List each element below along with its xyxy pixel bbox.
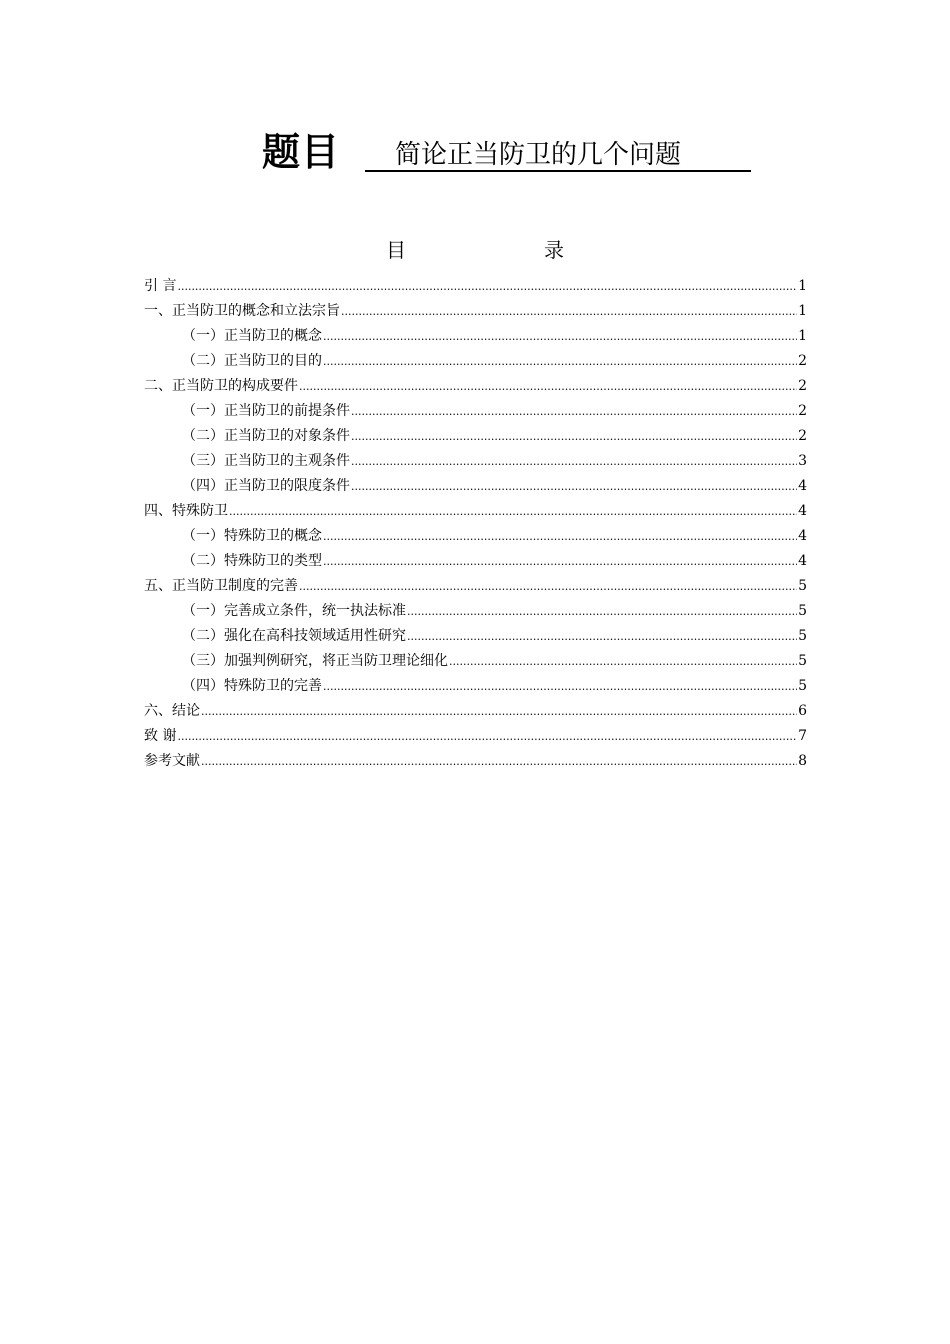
- toc-dot-leader: [341, 299, 797, 324]
- toc-entry-page-number: 1: [798, 303, 807, 319]
- toc-dot-leader: [323, 349, 797, 374]
- toc-dot-leader: [351, 474, 797, 499]
- toc-entry-page-number: 5: [798, 628, 807, 644]
- toc-entry[interactable]: [144, 674, 807, 699]
- toc-dot-leader: [323, 524, 797, 549]
- title-label: 题目: [262, 129, 341, 174]
- toc-entry-page-number: 2: [798, 428, 807, 444]
- toc-entry[interactable]: [144, 624, 807, 649]
- toc-entry-page-number: 5: [798, 653, 807, 669]
- toc-dot-leader: [449, 649, 797, 674]
- toc-dot-leader: [351, 399, 797, 424]
- toc-entry-label: 六、结论: [144, 703, 200, 719]
- toc-entry-page-number: 8: [798, 753, 807, 769]
- toc-entry-label: 引 言: [144, 278, 177, 294]
- toc-entry-label: （三）正当防卫的主观条件: [182, 453, 350, 469]
- toc-dot-leader: [229, 499, 797, 524]
- toc-dot-leader: [299, 374, 797, 399]
- toc-entry-label: 一、正当防卫的概念和立法宗旨: [144, 303, 340, 319]
- toc-entry-page-number: 3: [798, 453, 807, 469]
- toc-entry[interactable]: [144, 524, 807, 549]
- toc-heading-char-1: 目: [386, 238, 406, 262]
- toc-entry[interactable]: [144, 424, 807, 449]
- toc-entry-page-number: 5: [798, 578, 807, 594]
- toc-entry-page-number: 2: [798, 378, 807, 394]
- toc-entry[interactable]: [144, 499, 807, 524]
- toc-entry-label: （二）特殊防卫的类型: [182, 553, 322, 569]
- toc-entry-label: 致 谢: [144, 728, 177, 744]
- toc-entry-label: 四、特殊防卫: [144, 503, 228, 519]
- toc-entry[interactable]: [144, 549, 807, 574]
- table-of-contents: [144, 274, 807, 774]
- toc-dot-leader: [407, 624, 797, 649]
- toc-entry-page-number: 1: [798, 278, 807, 294]
- toc-dot-leader: [201, 699, 797, 724]
- toc-entry[interactable]: [144, 474, 807, 499]
- toc-entry[interactable]: [144, 374, 807, 399]
- toc-entry-page-number: 1: [798, 328, 807, 344]
- toc-entry-label: （一）正当防卫的前提条件: [182, 403, 350, 419]
- toc-entry-page-number: 4: [798, 503, 807, 519]
- toc-entry-label: （一）正当防卫的概念: [182, 328, 322, 344]
- toc-dot-leader: [177, 724, 797, 749]
- toc-entry-label: （四）特殊防卫的完善: [182, 678, 322, 694]
- toc-entry-label: （三）加强判例研究，将正当防卫理论细化: [182, 653, 448, 669]
- toc-entry[interactable]: [144, 299, 807, 324]
- toc-entry-label: 二、正当防卫的构成要件: [144, 378, 298, 394]
- title-text: 简论正当防卫的几个问题: [365, 138, 751, 172]
- toc-entry[interactable]: [144, 349, 807, 374]
- toc-entry-page-number: 5: [798, 603, 807, 619]
- toc-dot-leader: [351, 449, 797, 474]
- toc-entry-label: （二）正当防卫的目的: [182, 353, 322, 369]
- toc-dot-leader: [299, 574, 797, 599]
- title-block: [0, 128, 950, 184]
- toc-dot-leader: [201, 749, 797, 774]
- toc-entry[interactable]: [144, 324, 807, 349]
- toc-entry-page-number: 4: [798, 553, 807, 569]
- toc-entry-label: （二）强化在高科技领域适用性研究: [182, 628, 406, 644]
- toc-entry-label: 五、正当防卫制度的完善: [144, 578, 298, 594]
- toc-entry-label: （一）特殊防卫的概念: [182, 528, 322, 544]
- toc-entry-page-number: 6: [798, 703, 807, 719]
- toc-entry-page-number: 4: [798, 528, 807, 544]
- toc-entry[interactable]: [144, 749, 807, 774]
- toc-entry[interactable]: [144, 449, 807, 474]
- toc-entry[interactable]: [144, 274, 807, 299]
- toc-entry[interactable]: [144, 724, 807, 749]
- toc-dot-leader: [323, 674, 797, 699]
- toc-entry-label: 参考文献: [144, 753, 200, 769]
- toc-entry[interactable]: [144, 699, 807, 724]
- toc-entry-page-number: 5: [798, 678, 807, 694]
- toc-entry[interactable]: [144, 599, 807, 624]
- toc-entry-label: （二）正当防卫的对象条件: [182, 428, 350, 444]
- toc-heading: [0, 236, 950, 264]
- toc-entry-label: （四）正当防卫的限度条件: [182, 478, 350, 494]
- toc-entry-page-number: 7: [798, 728, 807, 744]
- toc-dot-leader: [407, 599, 797, 624]
- toc-entry-page-number: 4: [798, 478, 807, 494]
- toc-entry[interactable]: [144, 574, 807, 599]
- toc-dot-leader: [177, 274, 797, 299]
- toc-heading-char-2: 录: [544, 238, 564, 262]
- toc-entry-page-number: 2: [798, 403, 807, 419]
- toc-entry-label: （一）完善成立条件，统一执法标准: [182, 603, 406, 619]
- toc-dot-leader: [323, 549, 797, 574]
- toc-dot-leader: [351, 424, 797, 449]
- toc-entry[interactable]: [144, 399, 807, 424]
- toc-entry-page-number: 2: [798, 353, 807, 369]
- toc-dot-leader: [323, 324, 797, 349]
- toc-entry[interactable]: [144, 649, 807, 674]
